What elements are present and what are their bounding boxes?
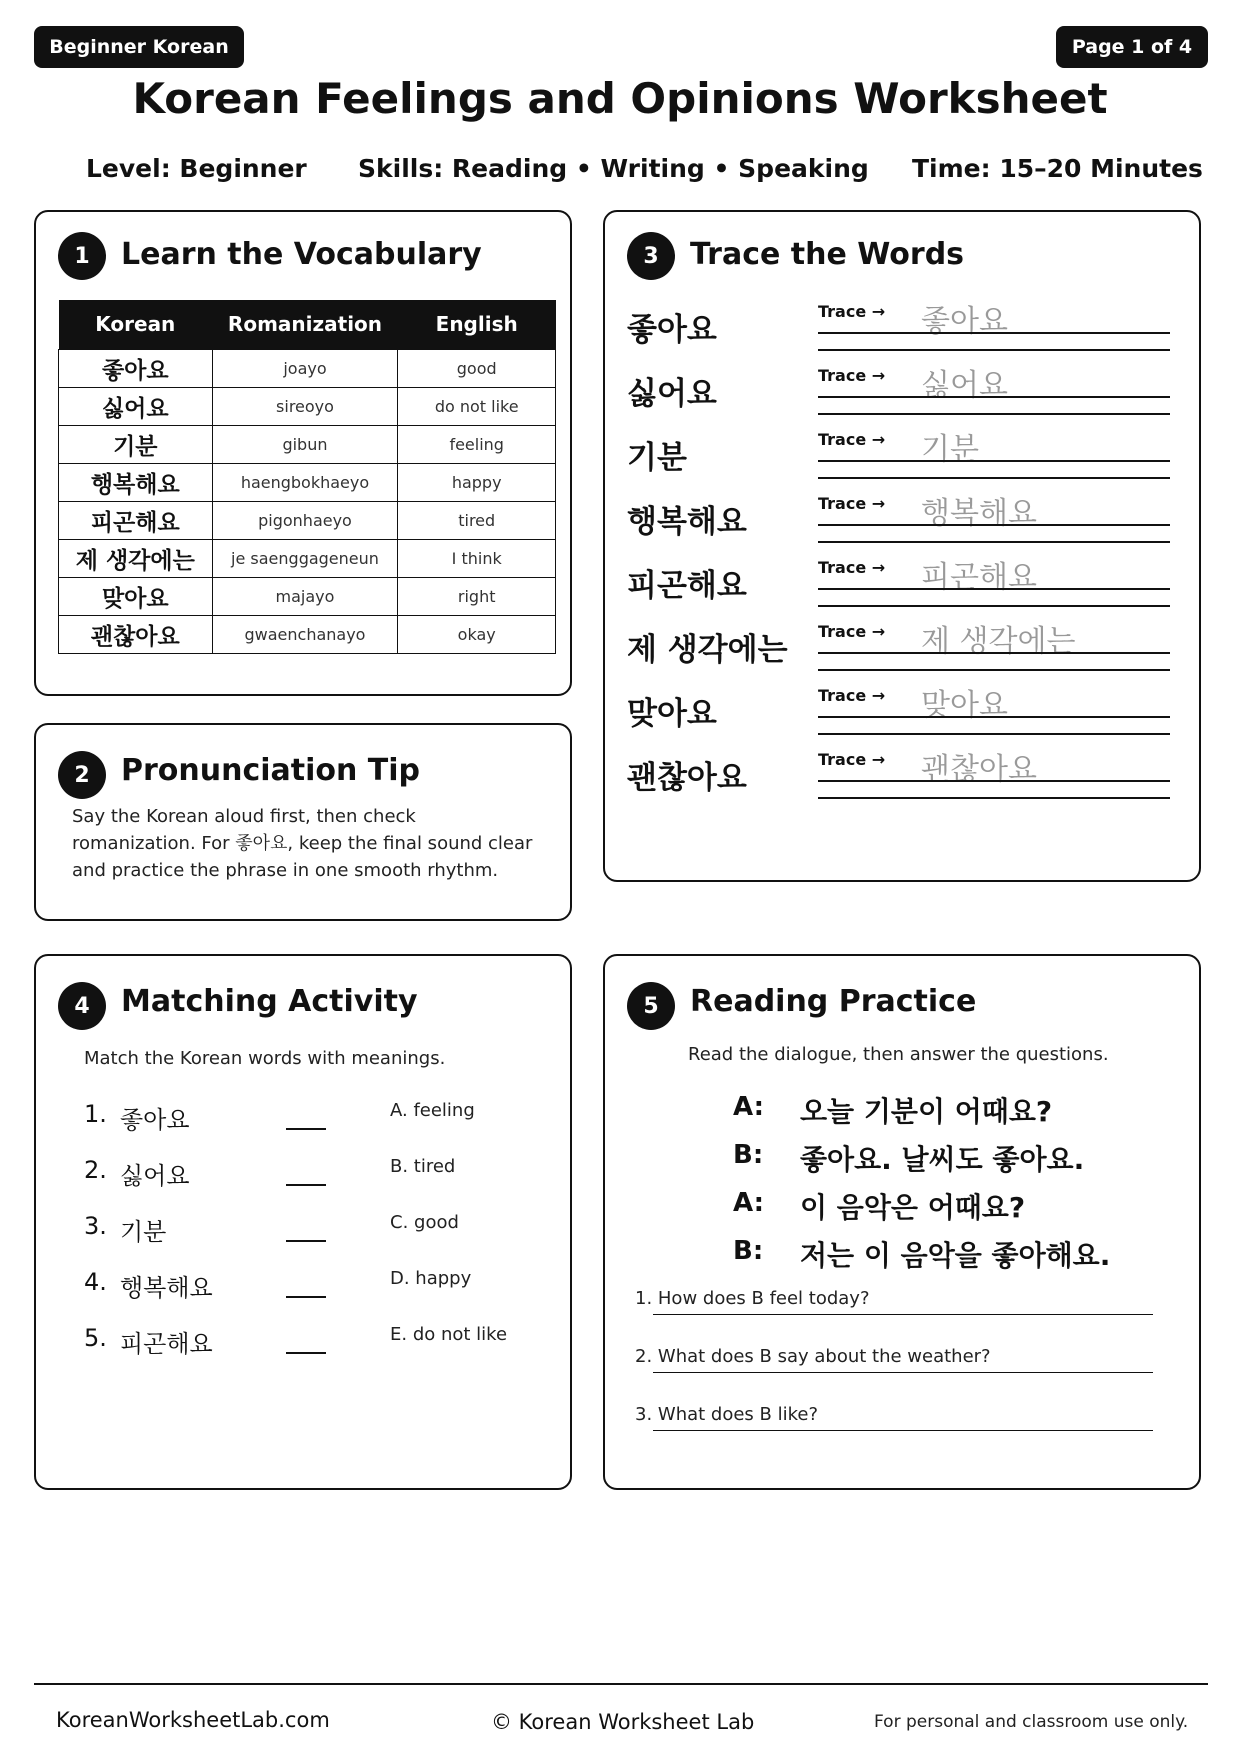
table-row [59, 425, 556, 463]
page-indicator: Page 1 of 4 [1056, 26, 1208, 68]
korean-cell: 기분 [59, 425, 213, 463]
dialogue-line: 오늘 기분이 어때요? [800, 1095, 1053, 1128]
korean-cell: 싫어요 [59, 387, 213, 425]
trace-guide-text: 제 생각에는 [921, 624, 1076, 659]
section-title: Trace the Words [690, 237, 965, 272]
reading-instruction: Read the dialogue, then answer the questions. [688, 1044, 1109, 1065]
trace-line[interactable] [818, 733, 1170, 735]
footer-usage: For personal and classroom use only. [874, 1712, 1189, 1732]
question: 1. How does B feel today? [635, 1288, 870, 1309]
trace-guide-text: 맞아요 [921, 688, 1008, 723]
korean-cell: 맞아요 [59, 577, 213, 615]
trace-line[interactable] [818, 797, 1170, 799]
table-row [59, 387, 556, 425]
trace-guide-text: 피곤해요 [921, 560, 1037, 595]
trace-line[interactable] [818, 332, 1170, 334]
trace-line[interactable] [818, 396, 1170, 398]
answer-blank[interactable] [286, 1240, 326, 1242]
trace-word: 싫어요 [627, 376, 717, 412]
section-title: Reading Practice [690, 984, 977, 1019]
section-title: Matching Activity [121, 984, 418, 1019]
english-cell: okay [398, 615, 556, 653]
section-number-badge: 4 [58, 982, 106, 1030]
matching-word: 기분 [120, 1218, 167, 1246]
trace-line[interactable] [818, 669, 1170, 671]
korean-cell: 피곤해요 [59, 501, 213, 539]
trace-label: Trace → [818, 750, 886, 769]
answer-blank[interactable] [286, 1296, 326, 1298]
table-row [59, 577, 556, 615]
english-cell: happy [398, 463, 556, 501]
romanization-cell: sireoyo [212, 387, 398, 425]
dialogue-line: 이 음악은 어때요? [800, 1191, 1026, 1224]
trace-line[interactable] [818, 780, 1170, 782]
trace-line[interactable] [818, 477, 1170, 479]
korean-cell: 좋아요 [59, 349, 213, 387]
trace-word: 피곤해요 [627, 568, 747, 604]
trace-guide-text: 기분 [921, 432, 979, 467]
matching-option: C. good [390, 1212, 459, 1233]
matching-word: 피곤해요 [120, 1330, 213, 1358]
trace-label: Trace → [818, 622, 886, 641]
table-row [59, 463, 556, 501]
english-cell: good [398, 349, 556, 387]
english-cell: do not like [398, 387, 556, 425]
matching-option: E. do not like [390, 1324, 508, 1345]
table-row [59, 501, 556, 539]
trace-guide-text: 괜찮아요 [921, 752, 1037, 787]
answer-line[interactable] [653, 1372, 1153, 1373]
section-title: Learn the Vocabulary [121, 237, 482, 272]
answer-line[interactable] [653, 1430, 1153, 1431]
trace-label: Trace → [818, 494, 886, 513]
trace-guide-text: 좋아요 [921, 304, 1008, 339]
romanization-cell: pigonhaeyo [212, 501, 398, 539]
item-number: 5. [84, 1324, 107, 1352]
level-pill: Beginner Korean [34, 26, 244, 68]
column-header: English [398, 300, 556, 349]
trace-word: 좋아요 [627, 312, 717, 348]
answer-blank[interactable] [286, 1352, 326, 1354]
skills-info: Skills: Reading • Writing • Speaking [358, 154, 869, 183]
trace-label: Trace → [818, 430, 886, 449]
trace-line[interactable] [818, 349, 1170, 351]
english-cell: feeling [398, 425, 556, 463]
romanization-cell: gibun [212, 425, 398, 463]
section-number-badge: 3 [627, 232, 675, 280]
romanization-cell: gwaenchanayo [212, 615, 398, 653]
column-header: Romanization [212, 300, 398, 349]
english-cell: I think [398, 539, 556, 577]
section-title: Pronunciation Tip [121, 753, 421, 788]
trace-line[interactable] [818, 541, 1170, 543]
romanization-cell: je saenggageneun [212, 539, 398, 577]
matching-word: 싫어요 [120, 1162, 190, 1190]
item-number: 3. [84, 1212, 107, 1240]
worksheet-title: Korean Feelings and Opinions Worksheet [132, 74, 1108, 123]
matching-instruction: Match the Korean words with meanings. [84, 1048, 446, 1069]
question: 2. What does B say about the weather? [635, 1346, 991, 1367]
answer-line[interactable] [653, 1314, 1153, 1315]
footer-divider [34, 1683, 1208, 1685]
trace-line[interactable] [818, 413, 1170, 415]
trace-line[interactable] [818, 460, 1170, 462]
matching-word: 좋아요 [120, 1106, 190, 1134]
trace-word: 제 생각에는 [627, 632, 788, 668]
trace-guide-text: 행복해요 [921, 496, 1037, 531]
pronunciation-tip-panel [34, 723, 572, 921]
trace-label: Trace → [818, 366, 886, 385]
trace-label: Trace → [818, 558, 886, 577]
romanization-cell: majayo [212, 577, 398, 615]
answer-blank[interactable] [286, 1184, 326, 1186]
level-info: Level: Beginner [86, 154, 307, 183]
trace-word: 괜찮아요 [627, 760, 747, 796]
matching-option: B. tired [390, 1156, 456, 1177]
trace-label: Trace → [818, 302, 886, 321]
trace-word: 맞아요 [627, 696, 717, 732]
trace-line[interactable] [818, 588, 1170, 590]
time-info: Time: 15–20 Minutes [912, 154, 1203, 183]
table-row [59, 615, 556, 653]
item-number: 1. [84, 1100, 107, 1128]
answer-blank[interactable] [286, 1128, 326, 1130]
trace-label: Trace → [818, 686, 886, 705]
dialogue-speaker: A: [733, 1092, 765, 1122]
english-cell: tired [398, 501, 556, 539]
trace-word: 기분 [627, 440, 687, 476]
english-cell: right [398, 577, 556, 615]
matching-word: 행복해요 [120, 1274, 213, 1302]
dialogue-speaker: A: [733, 1188, 765, 1218]
dialogue-speaker: B: [733, 1140, 764, 1170]
korean-cell: 행복해요 [59, 463, 213, 501]
question: 3. What does B like? [635, 1404, 819, 1425]
matching-option: A. feeling [390, 1100, 475, 1121]
item-number: 2. [84, 1156, 107, 1184]
trace-words-panel [603, 210, 1201, 882]
section-number-badge: 1 [58, 232, 106, 280]
korean-cell: 괜찮아요 [59, 615, 213, 653]
trace-line[interactable] [818, 652, 1170, 654]
table-header-row [59, 300, 556, 349]
trace-line[interactable] [818, 524, 1170, 526]
footer-copyright: © Korean Worksheet Lab [491, 1710, 755, 1734]
trace-line[interactable] [818, 605, 1170, 607]
section-number-badge: 2 [58, 751, 106, 799]
column-header: Korean [59, 300, 213, 349]
dialogue-line: 저는 이 음악을 좋아해요. [800, 1239, 1111, 1272]
korean-cell: 제 생각에는 [59, 539, 213, 577]
dialogue-speaker: B: [733, 1236, 764, 1266]
footer-site: KoreanWorksheetLab.com [56, 1708, 330, 1732]
vocabulary-table [58, 300, 556, 654]
romanization-cell: haengbokhaeyo [212, 463, 398, 501]
trace-line[interactable] [818, 716, 1170, 718]
dialogue-line: 좋아요. 날씨도 좋아요. [800, 1143, 1085, 1176]
romanization-cell: joayo [212, 349, 398, 387]
reading-practice-panel [603, 954, 1201, 1490]
tip-text: Say the Korean aloud first, then check romanization. For 좋아요, keep the final sound clear and practice the phrase in one smooth rhythm. [72, 806, 533, 881]
table-row [59, 539, 556, 577]
section-number-badge: 5 [627, 982, 675, 1030]
matching-activity-panel [34, 954, 572, 1490]
item-number: 4. [84, 1268, 107, 1296]
matching-option: D. happy [390, 1268, 472, 1289]
trace-guide-text: 싫어요 [921, 368, 1008, 403]
trace-word: 행복해요 [627, 504, 747, 540]
vocabulary-panel [34, 210, 572, 696]
table-row [59, 349, 556, 387]
